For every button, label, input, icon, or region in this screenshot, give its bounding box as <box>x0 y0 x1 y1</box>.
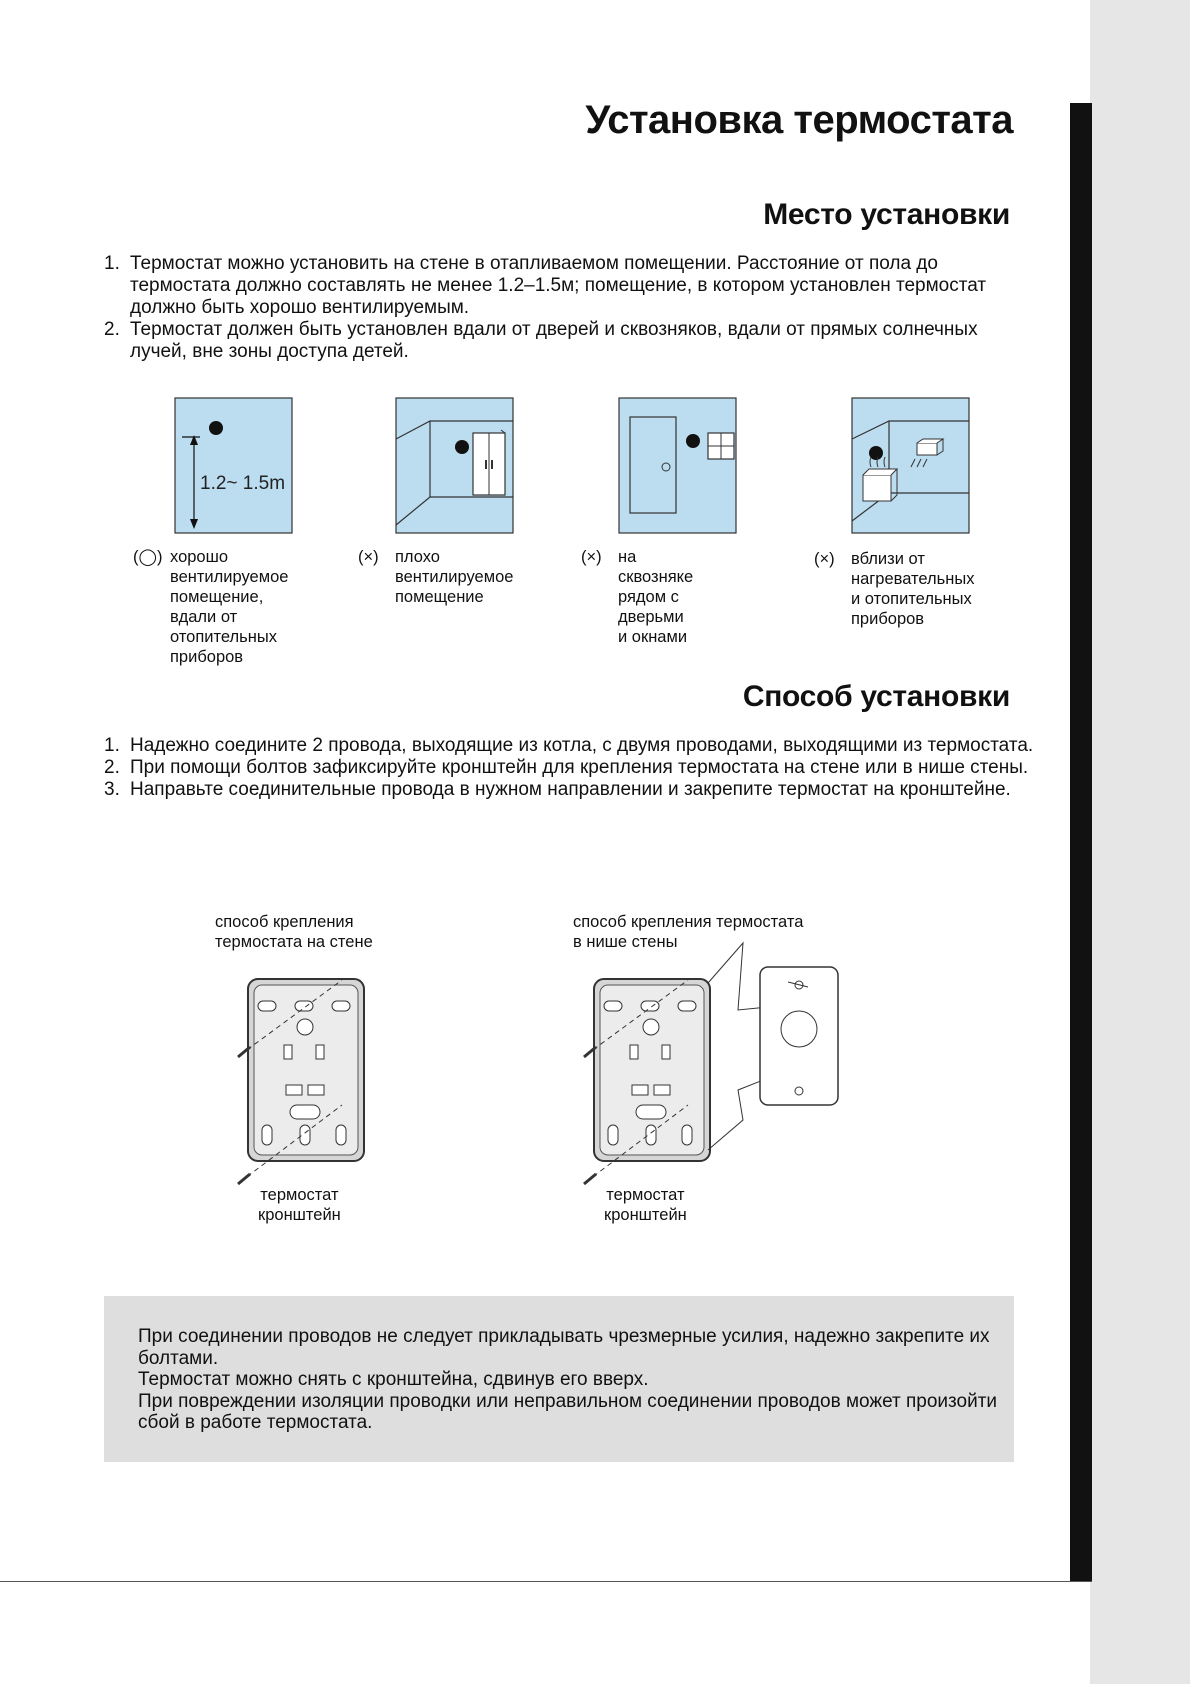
niche-bracket-diagram <box>578 925 878 1195</box>
illustration-good-placement <box>174 397 294 535</box>
list-item: 2. Термостат должен быть установлен вдали от дверей и сквозняков, вдали от прямых солнечных лучей, вне зоны доступа детей. <box>104 319 978 362</box>
list-item: 1. Термостат можно установить на стене в отапливаемом помещении. Расстояние от пола до термостата должно составлять не менее 1.2–1.5м; помещение, в котором установлен термостат должно быть хорошо вентилируемым. <box>104 253 987 318</box>
note-box <box>104 1296 1014 1462</box>
footer-rule <box>0 1581 1092 1582</box>
page-title: Установка термостата <box>585 98 1013 142</box>
note-text: При соединении проводов не следует прикладывать чрезмерные усилия, надежно закрепите их болтами. Термостат можно снять с кронштейна, сдвинув его вверх. При повреждении изоляции проводки или неправильном соединении проводов может произойти сбой в работе термостата. <box>138 1326 998 1433</box>
list-item: 2. При помощи болтов зафиксируйте кронштейн для крепления термостата на стене или в нише стены. <box>104 757 1029 778</box>
list-item: 3. Направьте соединительные провода в нужном направлении и закрепите термостат на кронштейне. <box>104 779 1011 800</box>
wall-mount-label: способ крепления термостата на стене <box>215 913 373 951</box>
section-heading-method: Способ установки <box>742 680 1010 713</box>
niche-mount-label: способ крепления термостата в нише стены <box>573 913 804 951</box>
illustration-draft <box>618 397 738 535</box>
bracket-label-left: термостат кронштейн <box>258 1186 341 1224</box>
location-list <box>104 253 1034 363</box>
method-list <box>104 735 1034 801</box>
illustration-poor-ventilation <box>395 397 515 535</box>
section-heading-location: Место установки <box>763 198 1010 231</box>
list-item: 1. Надежно соедините 2 провода, выходящие из котла, с двумя проводами, выходящими из термостата. <box>104 735 1034 756</box>
side-tab-bar <box>1070 103 1092 1581</box>
height-label: 1.2~ 1.5m <box>200 473 286 494</box>
bracket-label-right: термостат кронштейн <box>604 1186 687 1224</box>
illustration-near-heater <box>851 397 971 535</box>
side-margin <box>1090 0 1190 1684</box>
wall-bracket-diagram <box>232 975 372 1195</box>
